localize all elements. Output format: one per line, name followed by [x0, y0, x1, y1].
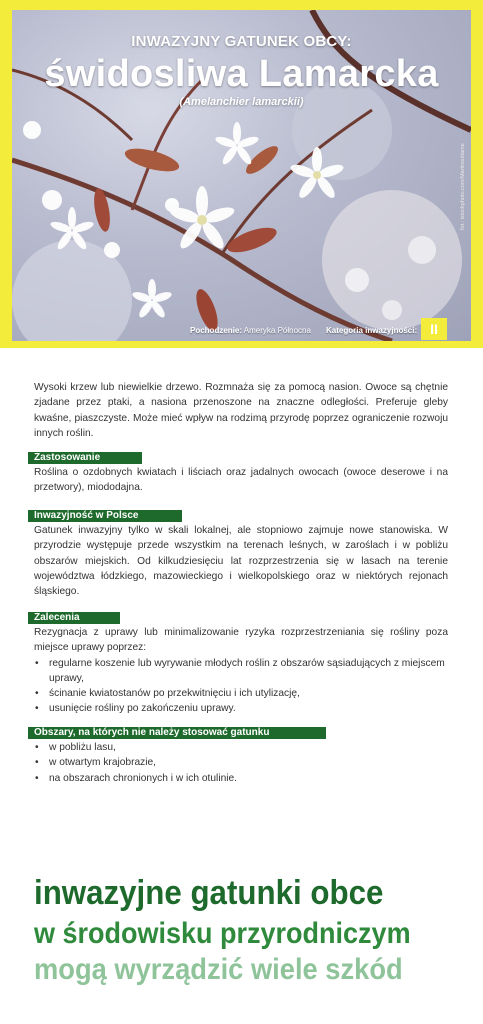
section-areas [34, 740, 448, 786]
category-info [326, 326, 417, 335]
slogan-line-2: w środowisku przyrodniczym [34, 917, 411, 950]
photo-credit: fot.: istockphoto.com/Martinsuttame [460, 143, 466, 230]
areas-list [34, 740, 448, 786]
section-use [34, 465, 448, 496]
recommendations-text: Rezygnacja z uprawy lub minimalizowanie ryzyka rozprzestrzeniania się rośliny poza miejsce uprawy poprzez: [34, 627, 448, 654]
list-item: • w pobliżu lasu, [34, 740, 448, 755]
list-item: • ścinanie kwiatostanów po przekwitnięciu i ich utylizację, [34, 686, 448, 701]
section-heading-areas: Obszary, na których nie należy stosować gatunku [28, 727, 326, 739]
use-text: Roślina o ozdobnych kwiatach i liściach oraz jadalnych owocach (owoce deserowe i na przetwory), miododajna. [34, 467, 448, 494]
slogan-line-3: mogą wyrządzić wiele szkód [34, 953, 403, 986]
origin-info [190, 326, 311, 335]
species-title: świdosliwa Lamarcka [44, 53, 439, 95]
slogan-line-1: inwazyjne gatunki obce [34, 874, 384, 912]
list-item: • w otwartym krajobrazie, [34, 755, 448, 770]
recommendations-list [34, 656, 448, 717]
intro-text: Wysoki krzew lub niewielkie drzewo. Rozmnaża się za pomocą nasion. Owoce są chętnie zjadane przez ptaki, a nasiona przenoszone na znaczne odległości. Preferuje gleby kwaśne, piaszczyste. Może mieć wpływ na rodzimą przyrodę poprzez ograniczenie rozwoju innych roślin. [34, 382, 448, 439]
section-recommendations [34, 625, 448, 717]
section-heading-use: Zastosowanie [28, 452, 142, 464]
origin-value: Ameryka Północna [243, 326, 311, 335]
category-label: Kategoria inwazyjności: [326, 326, 418, 335]
category-badge: II [421, 318, 447, 340]
list-item: • na obszarach chronionych i w ich otulinie. [34, 771, 448, 786]
section-invasiveness [34, 523, 448, 599]
species-kicker: INWAZYJNY GATUNEK OBCY: [131, 33, 352, 50]
intro-block [34, 380, 448, 441]
origin-label: Pochodzenie: [190, 326, 243, 335]
section-heading-invasiveness: Inwazyjność w Polsce [28, 510, 182, 522]
species-latin-name: (Amelanchier lamarckii) [179, 96, 304, 108]
section-heading-recommendations: Zalecenia [28, 612, 120, 624]
invasiveness-text: Gatunek inwazyjny tylko w skali lokalnej, ale stopniowo zajmuje nowe stanowiska. W przyrodzie występuje przede wszystkim na terenach leśnych, w zaroślach i w pobliżu obszarów miejskich. Od kilkudziesięciu lat rozprzestrzenia się w lasach na terenie województwa łódzkiego, mazowieckiego i wielkopolskiego oraz w niektórych rejonach śląskiego. [34, 525, 448, 598]
list-item: • regularne koszenie lub wyrywanie młodych roślin z obszarów sąsiadujących z miejscem uprawy, [34, 656, 448, 687]
list-item: • usunięcie rośliny po zakończeniu uprawy. [34, 701, 448, 716]
hero-frame [0, 0, 483, 348]
